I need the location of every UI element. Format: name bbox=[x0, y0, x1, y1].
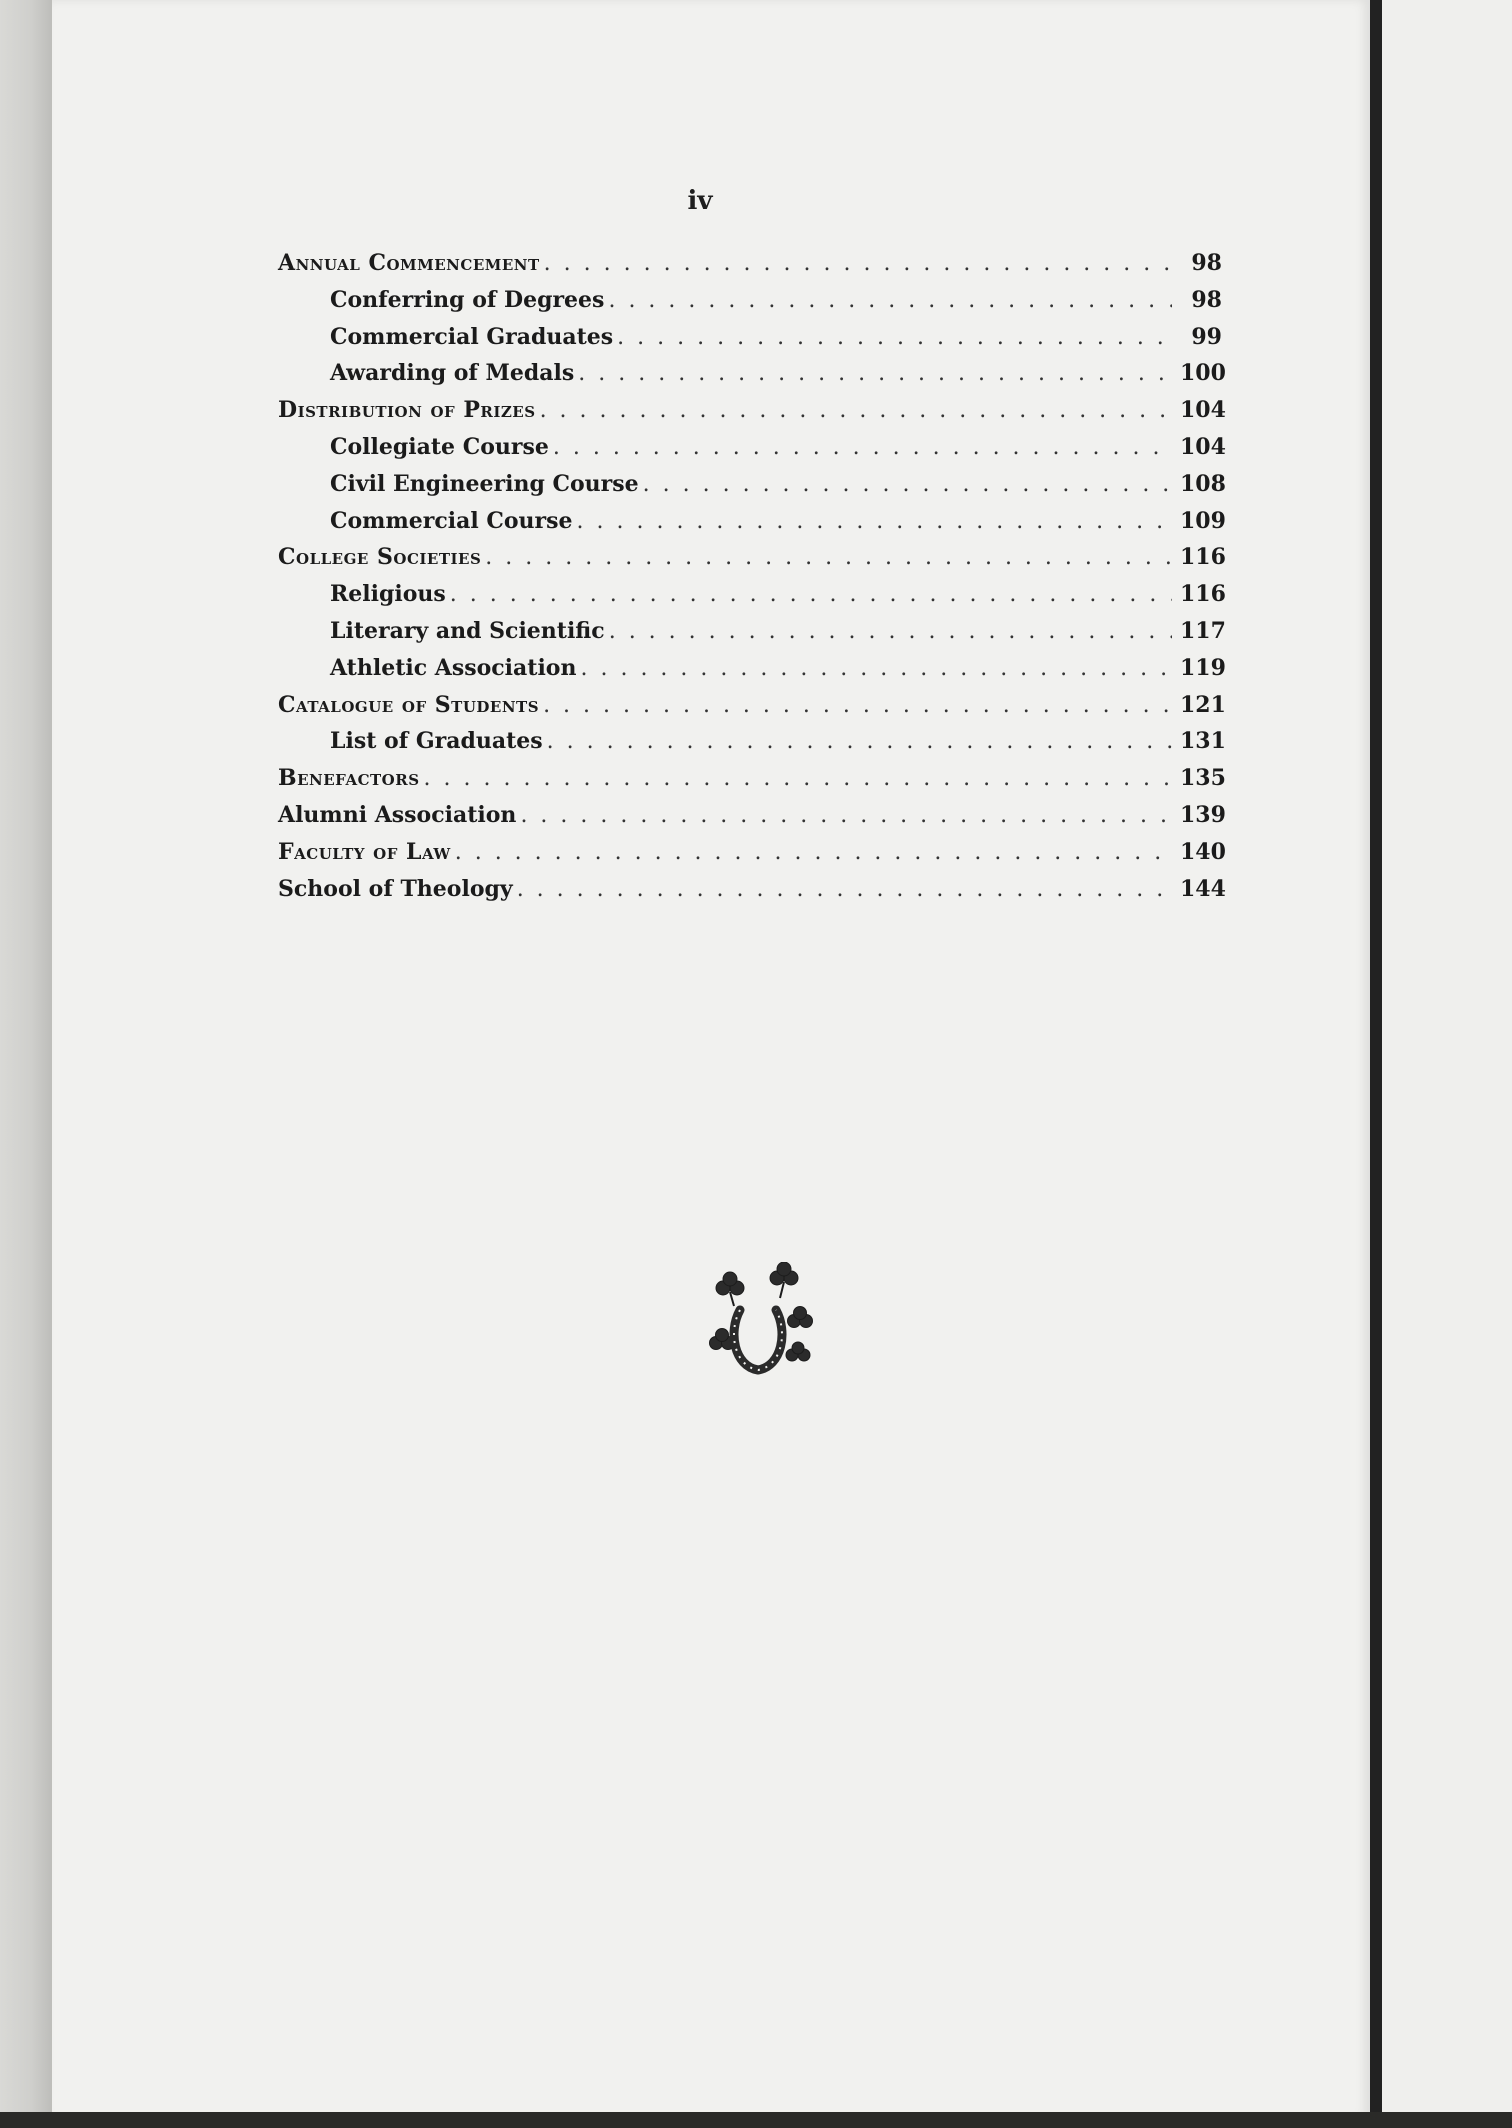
toc-entry bbox=[278, 654, 1226, 692]
toc-entry-page: 108 bbox=[1180, 470, 1226, 497]
toc-entry-page: 98 bbox=[1191, 286, 1222, 313]
toc-entry bbox=[278, 250, 1222, 287]
dot-leader bbox=[450, 582, 1172, 607]
toc-entry bbox=[278, 691, 1226, 729]
toc-entry-page: 99 bbox=[1191, 323, 1222, 350]
toc-entry-title: Benefactors bbox=[278, 765, 420, 792]
toc-entry-title: Civil Engineering Course bbox=[330, 470, 639, 497]
toc-entry-title: Literary and Scientific bbox=[330, 617, 605, 644]
toc-entry bbox=[278, 875, 1226, 913]
toc-entry-page: 116 bbox=[1180, 544, 1226, 571]
dot-leader bbox=[553, 435, 1172, 460]
toc-entry-title: College Societies bbox=[278, 544, 482, 571]
dot-leader bbox=[540, 398, 1172, 423]
toc-entry-page: 116 bbox=[1180, 581, 1226, 608]
toc-entry bbox=[278, 433, 1226, 471]
toc-entry-title: Catalogue of Students bbox=[278, 691, 540, 718]
shamrock-horseshoe-ornament-icon bbox=[700, 1262, 820, 1382]
toc-entry-page: 104 bbox=[1180, 433, 1226, 460]
dot-leader bbox=[543, 693, 1172, 718]
toc-entry-title: Alumni Association bbox=[278, 801, 517, 828]
toc-entry-title: School of Theology bbox=[278, 875, 513, 902]
toc-entry-title: Religious bbox=[330, 581, 446, 608]
facing-page-edge bbox=[1382, 0, 1512, 2128]
toc-entry-page: 98 bbox=[1191, 250, 1222, 276]
toc-entry-title: Collegiate Course bbox=[330, 433, 549, 460]
toc-entry bbox=[278, 507, 1226, 545]
dot-leader bbox=[544, 251, 1172, 276]
table-of-contents bbox=[278, 250, 1226, 912]
dot-leader bbox=[520, 803, 1172, 828]
dot-leader bbox=[580, 656, 1172, 681]
dot-leader bbox=[577, 509, 1172, 534]
toc-entry-page: 121 bbox=[1180, 691, 1226, 718]
toc-entry bbox=[278, 470, 1226, 508]
dot-leader bbox=[609, 619, 1172, 644]
dot-leader bbox=[455, 840, 1172, 865]
toc-entry bbox=[278, 617, 1226, 655]
toc-entry bbox=[278, 728, 1226, 765]
toc-entry bbox=[278, 360, 1226, 397]
toc-entry-title: Annual Commencement bbox=[278, 250, 540, 276]
toc-entry-title: Awarding of Medals bbox=[330, 360, 575, 387]
toc-entry bbox=[278, 838, 1226, 876]
toc-entry-page: 117 bbox=[1180, 617, 1226, 644]
page-number: iv bbox=[687, 186, 713, 216]
toc-entry-title: Distribution of Prizes bbox=[278, 397, 536, 424]
toc-entry-title: Faculty of Law bbox=[278, 838, 451, 865]
toc-entry bbox=[278, 544, 1226, 581]
dot-leader bbox=[578, 361, 1172, 386]
dot-leader bbox=[517, 877, 1172, 902]
scan-bottom-edge bbox=[0, 2112, 1512, 2128]
toc-entry-title: List of Graduates bbox=[330, 728, 543, 755]
toc-entry-page: 109 bbox=[1180, 507, 1226, 534]
toc-entry-page: 140 bbox=[1180, 838, 1226, 865]
toc-entry-title: Athletic Association bbox=[330, 654, 577, 681]
dot-leader bbox=[643, 472, 1172, 497]
dot-leader bbox=[424, 766, 1172, 791]
toc-entry-page: 131 bbox=[1180, 728, 1226, 755]
toc-entry bbox=[278, 765, 1226, 802]
toc-entry-title: Conferring of Degrees bbox=[330, 286, 605, 313]
toc-entry bbox=[278, 397, 1226, 434]
dot-leader bbox=[617, 325, 1172, 350]
toc-entry-page: 104 bbox=[1180, 397, 1226, 424]
toc-entry-page: 135 bbox=[1180, 765, 1226, 792]
toc-entry bbox=[278, 801, 1226, 839]
toc-entry-page: 144 bbox=[1180, 875, 1226, 902]
toc-entry-title: Commercial Graduates bbox=[330, 323, 614, 350]
toc-entry-title: Commercial Course bbox=[330, 507, 573, 534]
dot-leader bbox=[547, 729, 1172, 754]
toc-entry bbox=[278, 287, 1222, 324]
toc-entry-page: 100 bbox=[1180, 360, 1226, 387]
toc-entry-page: 119 bbox=[1180, 654, 1226, 681]
toc-entry bbox=[278, 324, 1222, 361]
left-page-edge bbox=[0, 0, 52, 2128]
toc-entry bbox=[278, 581, 1226, 618]
toc-entry-page: 139 bbox=[1180, 801, 1226, 828]
dot-leader bbox=[608, 288, 1172, 313]
dot-leader bbox=[485, 545, 1172, 570]
